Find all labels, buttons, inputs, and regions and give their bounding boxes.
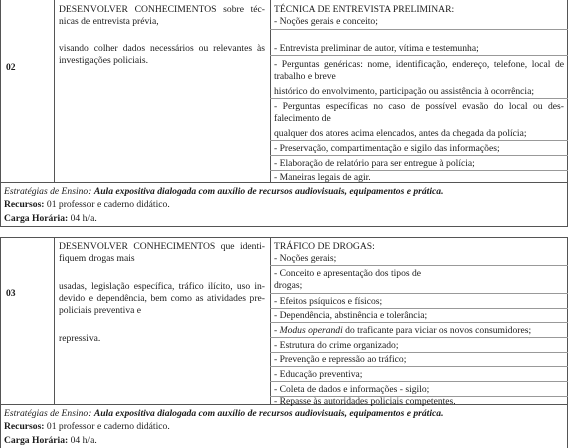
divider xyxy=(0,237,1,448)
strategies-text: Aula expositiva dialogada com auxílio de recursos audiovisuais, equipamentos e prática. xyxy=(93,408,444,419)
hours-label: Carga Horária: xyxy=(4,435,69,446)
content-line: - Estrutura do crime organizado; xyxy=(274,340,399,351)
hours-text: 04 h/a. xyxy=(70,213,97,224)
module-number: 02 xyxy=(6,62,16,73)
content-line: - Perguntas genéricas: nome, identificação, endereço, telefone, local de xyxy=(274,59,564,70)
objective-line: devido e dependência, bem como as atividades pre- xyxy=(59,293,265,304)
content-line: - Perguntas específicas no caso de possível evasão do local ou des- xyxy=(274,101,564,112)
content-line: drogas; xyxy=(274,280,303,291)
content-line: qualquer dos atores acima elencados, antes da chegada da polícia; xyxy=(274,128,527,139)
strategies-text: Aula expositiva dialogada com auxílio de recursos audiovisuais, equipamentos e prática. xyxy=(93,186,444,197)
content-line: - Educação preventiva; xyxy=(274,369,363,380)
content-line: - Prevenção e repressão ao tráfico; xyxy=(274,354,407,365)
objective-line: DESENVOLVER CONHECIMENTOS sobre téc- xyxy=(59,4,265,15)
divider xyxy=(270,352,568,353)
divider xyxy=(270,265,568,266)
content-line: - Efeitos psíquicos e físicos; xyxy=(274,296,383,307)
strategies-label: Estratégias de Ensino: xyxy=(4,408,92,419)
divider xyxy=(270,140,568,141)
hours-line xyxy=(4,435,97,446)
content-line: - Noções gerais; xyxy=(274,253,337,264)
divider xyxy=(54,237,55,404)
resources-text: 01 professor e caderno didático. xyxy=(46,421,170,432)
objective-line: policiais preventiva e xyxy=(59,305,142,316)
divider xyxy=(0,226,568,227)
divider xyxy=(0,0,1,182)
content-line: - Elaboração de relatório para ser entregue à polícia; xyxy=(274,158,475,169)
content-line: - Noções gerais e conceito; xyxy=(274,16,378,27)
divider xyxy=(270,155,568,156)
hours-line xyxy=(4,213,97,224)
divider xyxy=(0,182,1,226)
resources-label: Recursos: xyxy=(4,199,45,210)
divider xyxy=(0,237,568,238)
resources-label: Recursos: xyxy=(4,421,45,432)
strategies-line xyxy=(4,186,443,197)
strategies-line xyxy=(4,408,443,419)
objective-line: fiquem drogas mais xyxy=(59,253,135,264)
divider xyxy=(270,170,568,171)
content-line: TRÁFICO DE DROGAS: xyxy=(274,241,375,252)
divider xyxy=(270,366,568,367)
objective-line: visando colher dados necessários ou relevantes às xyxy=(59,43,265,54)
module-number: 03 xyxy=(6,288,16,299)
objective-line: DESENVOLVER CONHECIMENTOS que identi- xyxy=(59,241,265,252)
content-line: - Preservação, compartimentação e sigilo das informações; xyxy=(274,143,500,154)
divider xyxy=(270,322,568,323)
content-line: histórico do envolvimento, participação ou assistência à ocorrência; xyxy=(274,86,535,97)
content-line: - Repasse às autoridades policiais competentes. xyxy=(274,396,456,407)
objective-line: repressiva. xyxy=(59,333,101,344)
content-line: falecimento de xyxy=(274,113,331,124)
content-line: - Maneiras legais de agir. xyxy=(274,172,371,183)
divider xyxy=(54,0,55,182)
content-line: - Coleta de dados e informações - sigilo; xyxy=(274,384,430,395)
divider xyxy=(270,98,568,99)
resources-text: 01 professor e caderno didático. xyxy=(46,199,170,210)
objective-line: investigações policiais. xyxy=(59,55,148,66)
divider xyxy=(270,308,568,309)
content-line-rest: do traficante para viciar os novos consumidores; xyxy=(345,325,532,336)
content-line: TÉCNICA DE ENTREVISTA PRELIMINAR: xyxy=(274,4,455,15)
objective-line: nicas de entrevista prévia, xyxy=(59,16,159,27)
divider xyxy=(270,381,568,382)
hours-label: Carga Horária: xyxy=(4,213,69,224)
objective-line: usadas, legislação específica, tráfico ilícito, uso in- xyxy=(59,281,265,292)
content-line: - Conceito e apresentação dos tipos de xyxy=(274,268,422,279)
content-line: - Dependência, abstinência e tolerância; xyxy=(274,310,428,321)
strategies-label: Estratégias de Ensino: xyxy=(4,186,92,197)
divider xyxy=(270,337,568,338)
resources-line xyxy=(4,421,170,432)
content-line: - Entrevista preliminar de autor, vítima e testemunha; xyxy=(274,43,479,54)
divider xyxy=(270,55,568,56)
divider xyxy=(270,29,568,30)
resources-line xyxy=(4,199,170,210)
modus-operandi-term: Modus operandi xyxy=(279,325,343,336)
divider xyxy=(270,237,271,404)
content-line: - Modus operandi do traficante para viciar os novos consumidores; xyxy=(274,325,532,336)
content-line: trabalho e breve xyxy=(274,71,336,82)
divider xyxy=(270,293,568,294)
hours-text: 04 h/a. xyxy=(70,435,97,446)
